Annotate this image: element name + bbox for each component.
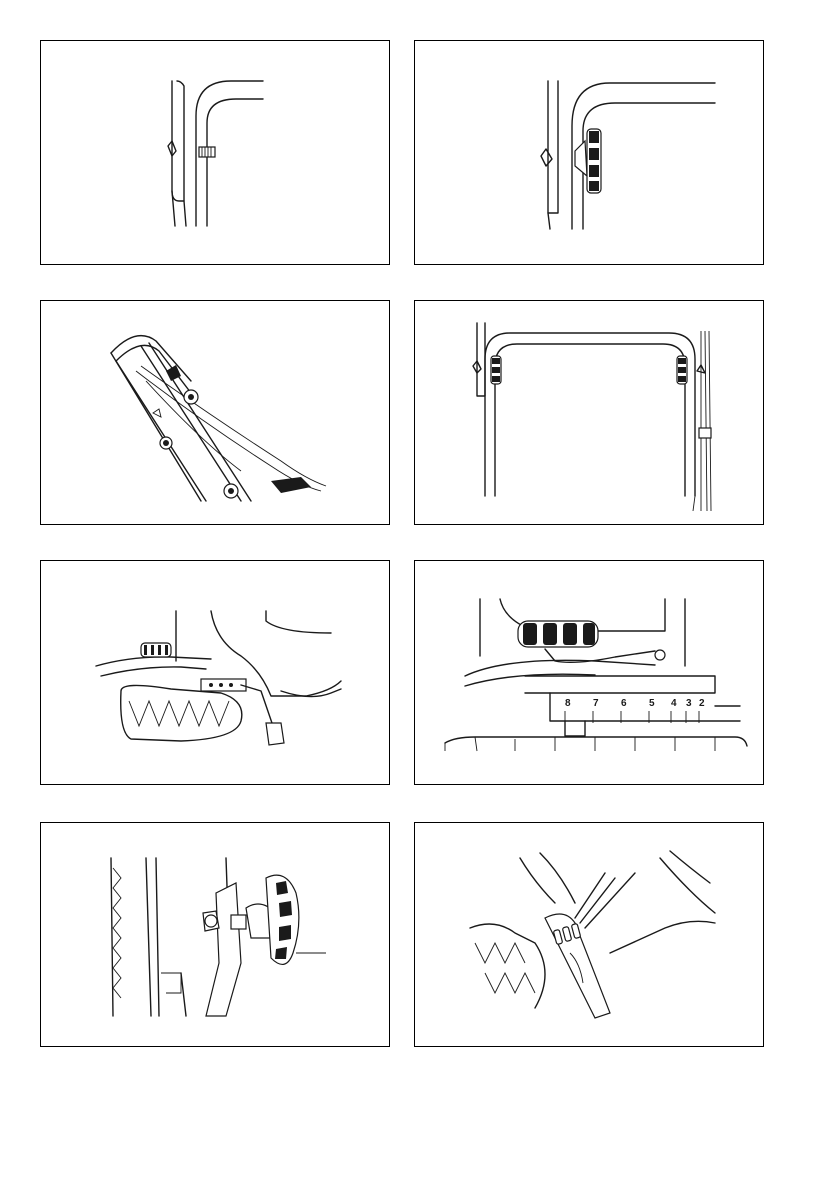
height-mark-5: 5 (649, 698, 655, 709)
height-mark-3: 3 (686, 698, 692, 709)
height-mark-7: 7 (593, 698, 599, 709)
height-scale-illustration (415, 561, 763, 784)
height-mark-4: 4 (671, 698, 677, 709)
figure-panel-3 (40, 300, 390, 525)
handle-joint-illustration (41, 41, 389, 264)
height-mark-6: 6 (621, 698, 627, 709)
height-mark-2: 2 (699, 698, 705, 709)
figure-panel-6 (414, 560, 764, 785)
figure-panel-7 (40, 822, 390, 1047)
figure-panel-5 (40, 560, 390, 785)
figure-panel-1 (40, 40, 390, 265)
wheel-lever-illustration (41, 561, 389, 784)
height-mark-8: 8 (565, 698, 571, 709)
handle-frame-illustration (415, 301, 763, 524)
wheel-axle-illustration (41, 823, 389, 1046)
folded-handle-illustration (41, 301, 389, 524)
figure-panel-4 (414, 300, 764, 525)
figure-panel-8 (414, 822, 764, 1047)
height-slots-illustration (415, 823, 763, 1046)
handle-knob-illustration (415, 41, 763, 264)
figure-panel-2 (414, 40, 764, 265)
